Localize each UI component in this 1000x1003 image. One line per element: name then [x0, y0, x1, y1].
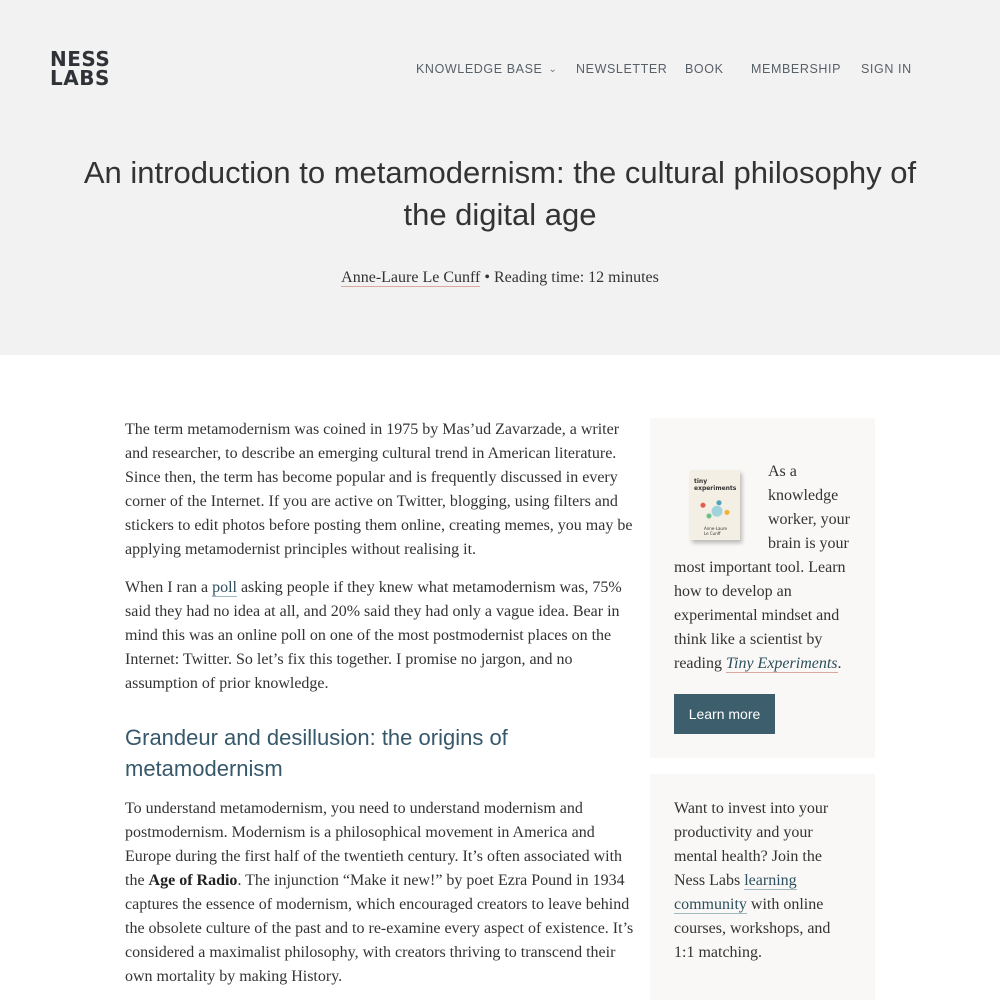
- logo-line-2: LABS: [50, 66, 110, 90]
- nav-item-knowledge-base[interactable]: [416, 62, 557, 76]
- byline-separator: •: [484, 269, 490, 286]
- paragraph: To understand metamodernism, you need to understand modernism and postmodernism. Modernism is a philosophical movement in America and Europe during the first half of the twentieth century. It’s often associated with the Age of Radio. The injunction “Make it new!” by poet Ezra Pound in 1934 captures the essence of modernism, which encouraged creators to leave behind the obsolete culture of the past and to re-examine every aspect of existence. It’s considered a maximalist philosophy, with creators thriving to transcend their own mortality by making History.: [125, 800, 634, 985]
- page-header: [0, 0, 1000, 355]
- book-cover-author: Anne-Laure Le Cunff: [704, 526, 727, 536]
- article-body: [125, 418, 637, 1003]
- paragraph: When I ran a poll asking people if they knew what metamodernism was, 75% said they had no idea at all, and 20% said they had only a vague idea. Bear in mind this was an online poll on one of the most postmodernist places on the Internet: Twitter. So let’s fix this together. I promise no jargon, and no assumption of prior knowledge.: [125, 579, 622, 692]
- community-text: Want to invest into your productivity and your mental health? Join the Ness Labs: [674, 800, 829, 889]
- logo-line-1: NESS: [50, 47, 111, 71]
- byline: [0, 269, 1000, 287]
- chevron-down-icon: ⌄: [548, 64, 558, 75]
- nav-item-membership[interactable]: MEMBERSHIP: [751, 62, 842, 76]
- learning-community-link[interactable]: learning community: [674, 872, 797, 913]
- paragraph: The term metamodernism was coined in 1975 by Mas’ud Zavarzade, a writer and researcher, to describe an emerging cultural trend in American literature. Since then, the term has become popular and is frequently discussed in every corner of the Internet. If you are active on Twitter, blogging, using filters and stickers to edit photos before posting them online, creating memes, you may be applying metamodernist principles without realising it.: [125, 421, 633, 558]
- tiny-experiments-link[interactable]: Tiny Experiments: [725, 655, 838, 672]
- promo-text: As a knowledge worker, your brain is your most important tool. Learn how to develop an experimental mindset and think like a scientist by reading: [674, 463, 850, 672]
- book-cover-art: [695, 498, 735, 522]
- community-promo-card: Want to invest into your productivity and your mental health? Join the Ness Labs learning community with online courses, workshops, and 1:1 matching.: [650, 774, 875, 1000]
- author-link[interactable]: Anne-Laure Le Cunff: [341, 269, 481, 286]
- tiny-experiments-book-cover[interactable]: [690, 470, 740, 540]
- nav-item-sign-in[interactable]: SIGN IN: [861, 62, 912, 76]
- poll-link[interactable]: poll: [212, 579, 237, 596]
- section-heading: Grandeur and desillusion: the origins of metamodernism: [125, 725, 508, 781]
- book-cover-title: tiny experiments: [694, 478, 737, 492]
- page-title: An introduction to metamodernism: the cultural philosophy of the digital age: [83, 155, 917, 232]
- nav-item-label: KNOWLEDGE BASE: [416, 62, 543, 76]
- nav-item-book[interactable]: BOOK: [685, 62, 724, 76]
- book-promo-card: tiny experiments Anne-Laure Le Cunff As a knowledge worker, your brain is your most important tool. Learn how to develop an experimental mindset and think like a scientist by reading Tiny Experiments. Learn more: [650, 418, 875, 758]
- nav-item-newsletter[interactable]: NEWSLETTER: [576, 62, 668, 76]
- learn-more-button[interactable]: Learn more: [674, 694, 775, 734]
- reading-time: Reading time: 12 minutes: [493, 269, 659, 286]
- ness-labs-logo[interactable]: [50, 47, 111, 90]
- age-of-radio-bold: Age of Radio: [148, 872, 238, 889]
